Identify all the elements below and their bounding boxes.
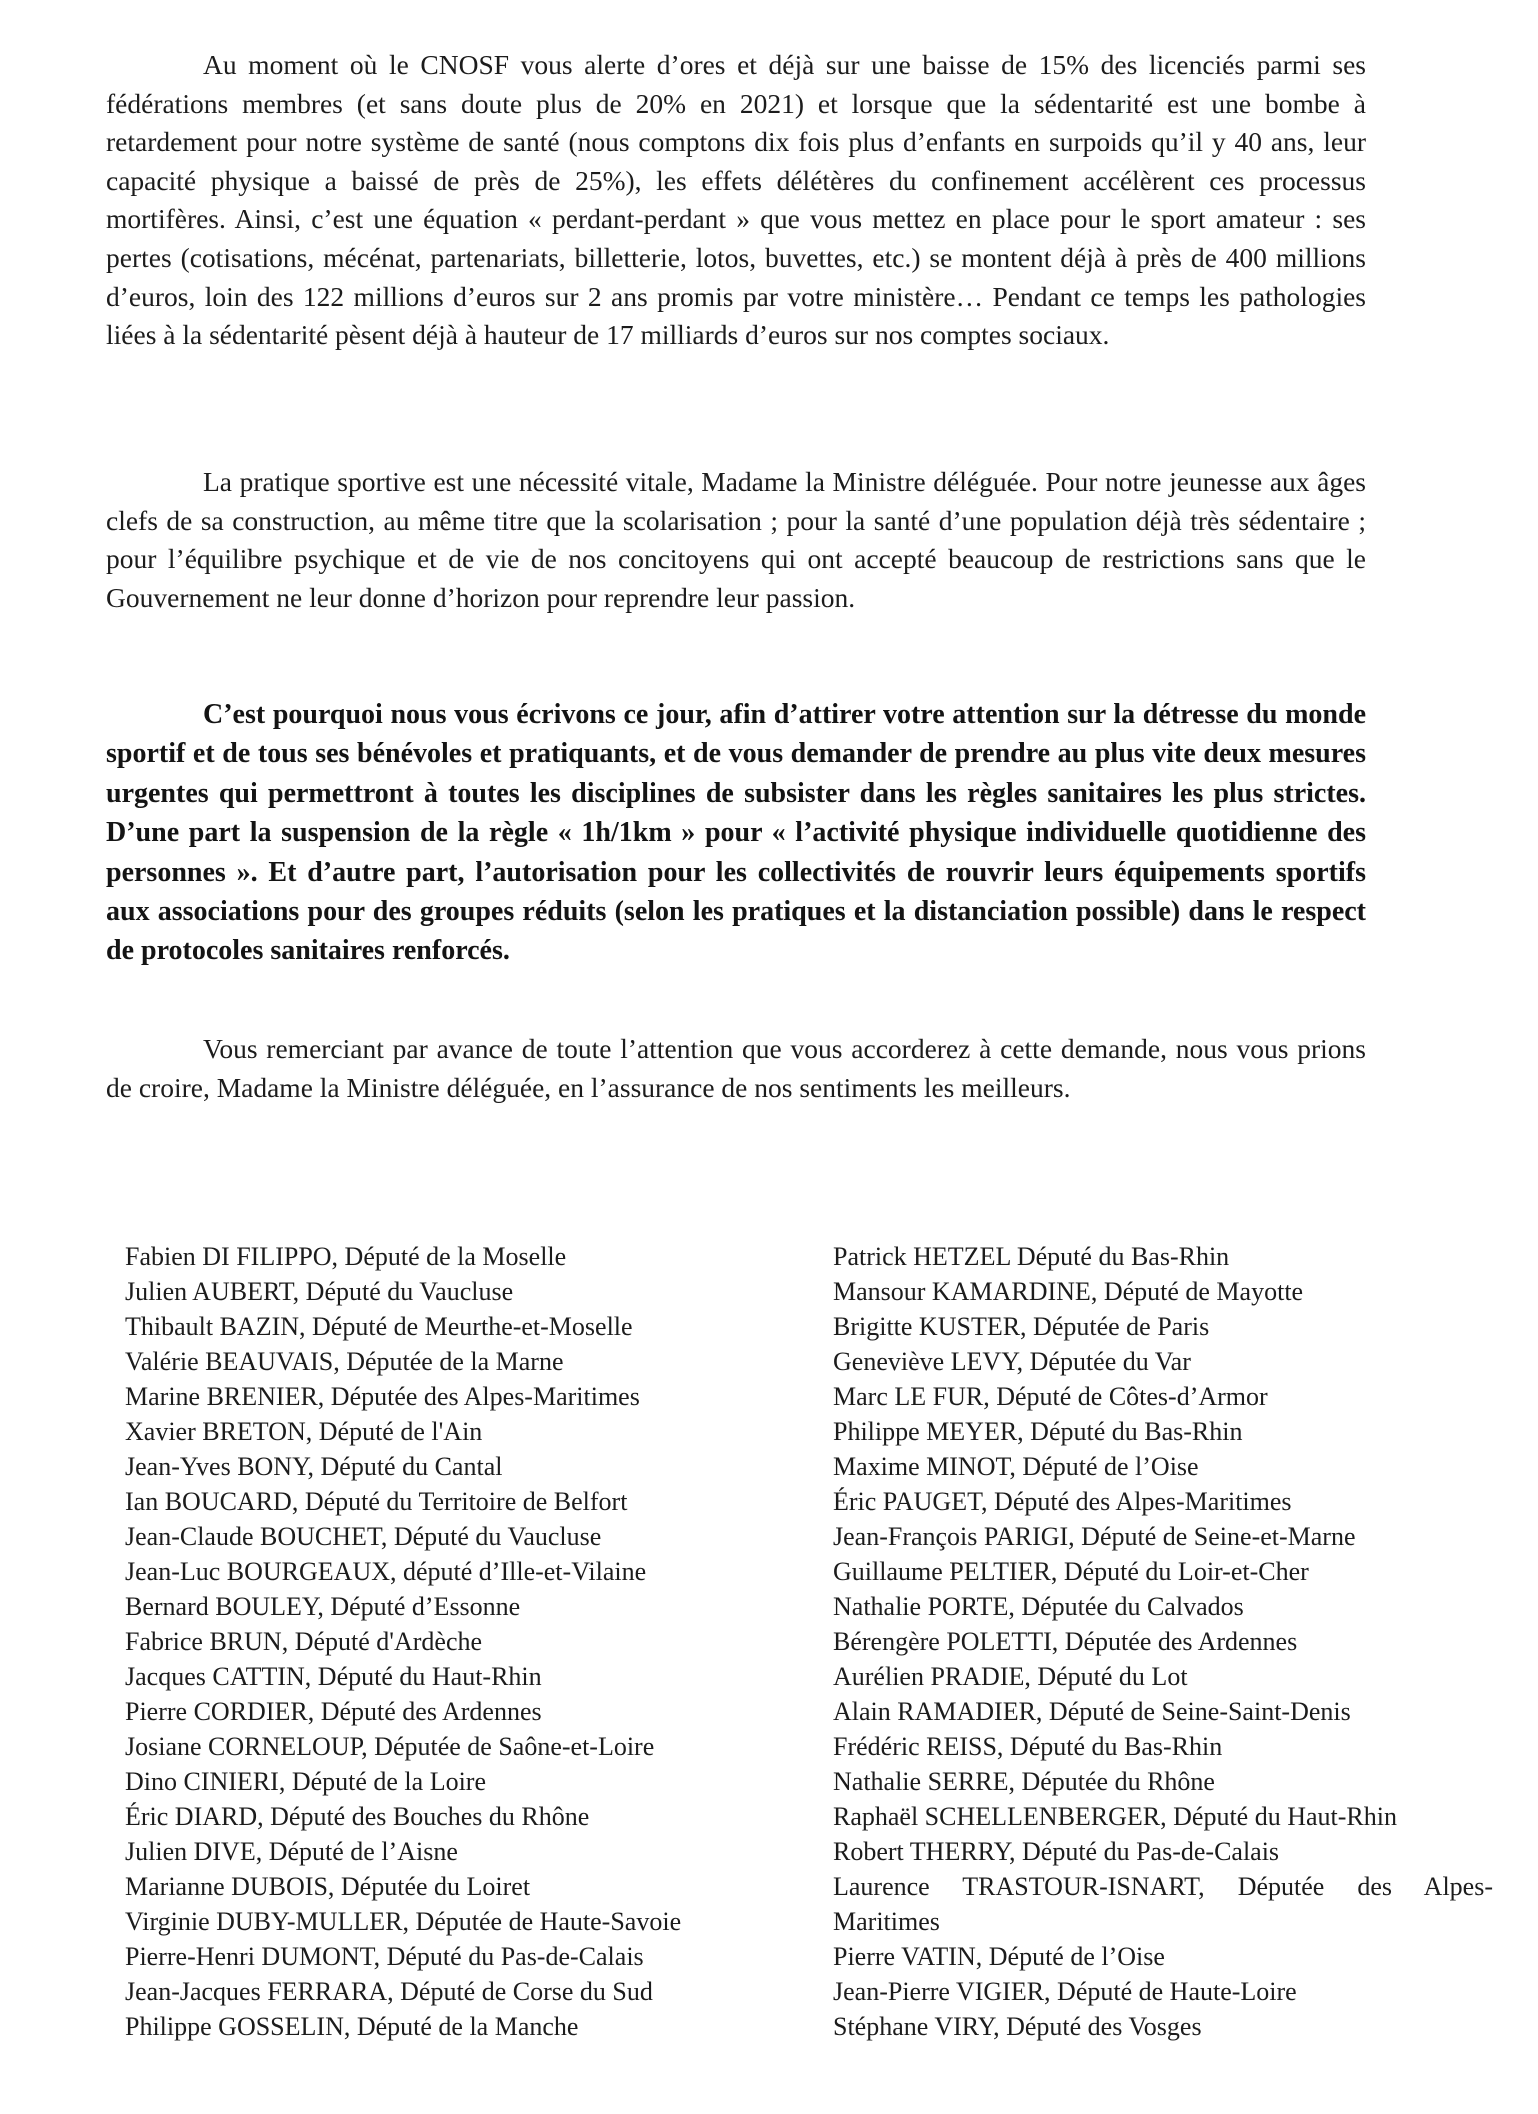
signatory: Marc LE FUR, Député de Côtes-d’Armor (833, 1382, 1268, 1411)
signatory: Jean-François PARIGI, Député de Seine-et-Marne (833, 1522, 1356, 1551)
signatory: Pierre VATIN, Député de l’Oise (833, 1942, 1165, 1971)
signatory: Éric DIARD, Député des Bouches du Rhône (125, 1802, 590, 1831)
signatory: Maxime MINOT, Député de l’Oise (833, 1452, 1199, 1481)
signatory: Julien DIVE, Député de l’Aisne (125, 1837, 458, 1866)
signatory: Philippe GOSSELIN, Député de la Manche (125, 2012, 579, 2041)
signatory: Jean-Pierre VIGIER, Député de Haute-Loire (833, 1977, 1297, 2006)
signatory: Marine BRENIER, Députée des Alpes-Maritimes (125, 1382, 640, 1411)
signatory: Pierre CORDIER, Député des Ardennes (125, 1697, 542, 1726)
signatory: Patrick HETZEL Député du Bas-Rhin (833, 1242, 1230, 1271)
signatory: Josiane CORNELOUP, Députée de Saône-et-Loire (125, 1732, 655, 1761)
signatory: Mansour KAMARDINE, Député de Mayotte (833, 1277, 1304, 1306)
paragraph-closing: Vous remerciant par avance de toute l’attention que vous accorderez à cette demande, nous vous prions de croire, Madame la Ministre déléguée, en l’assurance de nos sentiments les meilleurs. (106, 1033, 1366, 1103)
signatory: Brigitte KUSTER, Députée de Paris (833, 1312, 1210, 1341)
signatory: Frédéric REISS, Député du Bas-Rhin (833, 1732, 1223, 1761)
signatories-list (0, 1239, 1538, 2059)
signatories-right-column (833, 1239, 1493, 2044)
signatory: Virginie DUBY-MULLER, Députée de Haute-Savoie (125, 1907, 682, 1936)
signatory: Guillaume PELTIER, Député du Loir-et-Cher (833, 1557, 1309, 1586)
signatory: Ian BOUCARD, Député du Territoire de Belfort (125, 1487, 628, 1516)
paragraph-requests: C’est pourquoi nous vous écrivons ce jour, afin d’attirer votre attention sur la détresse du monde sportif et de tous ses bénévoles et pratiquants, et de vous demander de prendre au plus vite deux mesures urgentes qui permettront à toutes les disciplines de subsister dans les règles sanitaires les plus strictes. D’une part la suspension de la règle « 1h/1km » pour « l’activité physique individuelle quotidienne des personnes ». Et d’autre part, l’autorisation pour les collectivités de rouvrir leurs équipements sportifs aux associations pour des groupes réduits (selon les pratiques et la distanciation possible) dans le respect de protocoles sanitaires renforcés. (106, 699, 1366, 967)
signatory: Bérengère POLETTI, Députée des Ardennes (833, 1627, 1298, 1656)
signatory: Raphaël SCHELLENBERGER, Député du Haut-Rhin (833, 1802, 1397, 1831)
signatory: Valérie BEAUVAIS, Députée de la Marne (125, 1347, 564, 1376)
signatory: Laurence TRASTOUR-ISNART, Députée des Alpes-Maritimes (833, 1872, 1493, 1936)
signatory: Fabrice BRUN, Député d'Ardèche (125, 1627, 483, 1656)
paragraph-context: Au moment où le CNOSF vous alerte d’ores et déjà sur une baisse de 15% des licenciés parmi ses fédérations membres (et sans doute plus de 20% en 2021) et lorsque que la sédentarité est une bombe à retardement pour notre système de santé (nous comptons dix fois plus d’enfants en surpoids qu’il y 40 ans, leur capacité physique a baissé de près de 25%), les effets délétères du confinement accélèrent ces processus mortifères. Ainsi, c’est une équation « perdant-perdant » que vous mettez en place pour le sport amateur : ses pertes (cotisations, mécénat, partenariats, billetterie, lotos, buvettes, etc.) se montent déjà à près de 400 millions d’euros, loin des 122 millions d’euros sur 2 ans promis par votre ministère… Pendant ce temps les pathologies liées à la sédentarité pèsent déjà à hauteur de 17 milliards d’euros sur nos comptes sociaux. (106, 49, 1366, 351)
signatory: Jean-Yves BONY, Député du Cantal (125, 1452, 503, 1481)
signatory: Aurélien PRADIE, Député du Lot (833, 1662, 1188, 1691)
signatory: Éric PAUGET, Député des Alpes-Maritimes (833, 1487, 1292, 1516)
signatory: Julien AUBERT, Député du Vaucluse (125, 1277, 514, 1306)
signatory: Geneviève LEVY, Députée du Var (833, 1347, 1191, 1376)
signatory: Dino CINIERI, Député de la Loire (125, 1767, 487, 1796)
signatory: Fabien DI FILIPPO, Député de la Moselle (125, 1242, 567, 1271)
signatory: Nathalie SERRE, Députée du Rhône (833, 1767, 1215, 1796)
signatory: Robert THERRY, Député du Pas-de-Calais (833, 1837, 1280, 1866)
signatory: Stéphane VIRY, Député des Vosges (833, 2012, 1202, 2041)
signatory: Alain RAMADIER, Député de Seine-Saint-Denis (833, 1697, 1351, 1726)
signatory: Pierre-Henri DUMONT, Député du Pas-de-Calais (125, 1942, 644, 1971)
signatory: Jean-Luc BOURGEAUX, député d’Ille-et-Vilaine (125, 1557, 647, 1586)
signatories-left-column (125, 1239, 805, 2044)
signatory: Bernard BOULEY, Député d’Essonne (125, 1592, 521, 1621)
signatory: Jean-Claude BOUCHET, Député du Vaucluse (125, 1522, 602, 1551)
signatory: Philippe MEYER, Député du Bas-Rhin (833, 1417, 1243, 1446)
signatory: Marianne DUBOIS, Députée du Loiret (125, 1872, 531, 1901)
signatory: Jacques CATTIN, Député du Haut-Rhin (125, 1662, 542, 1691)
signatory: Xavier BRETON, Député de l'Ain (125, 1417, 483, 1446)
signatory: Jean-Jacques FERRARA, Député de Corse du Sud (125, 1977, 653, 2006)
signatory: Thibault BAZIN, Député de Meurthe-et-Moselle (125, 1312, 633, 1341)
signatory: Nathalie PORTE, Députée du Calvados (833, 1592, 1244, 1621)
paragraph-necessity: La pratique sportive est une nécessité vitale, Madame la Ministre déléguée. Pour notre jeunesse aux âges clefs de sa construction, au même titre que la scolarisation ; pour la santé d’une population déjà très sédentaire ; pour l’équilibre psychique et de vie de nos concitoyens qui ont accepté beaucoup de restrictions sans que le Gouvernement ne leur donne d’horizon pour reprendre leur passion. (106, 466, 1366, 613)
